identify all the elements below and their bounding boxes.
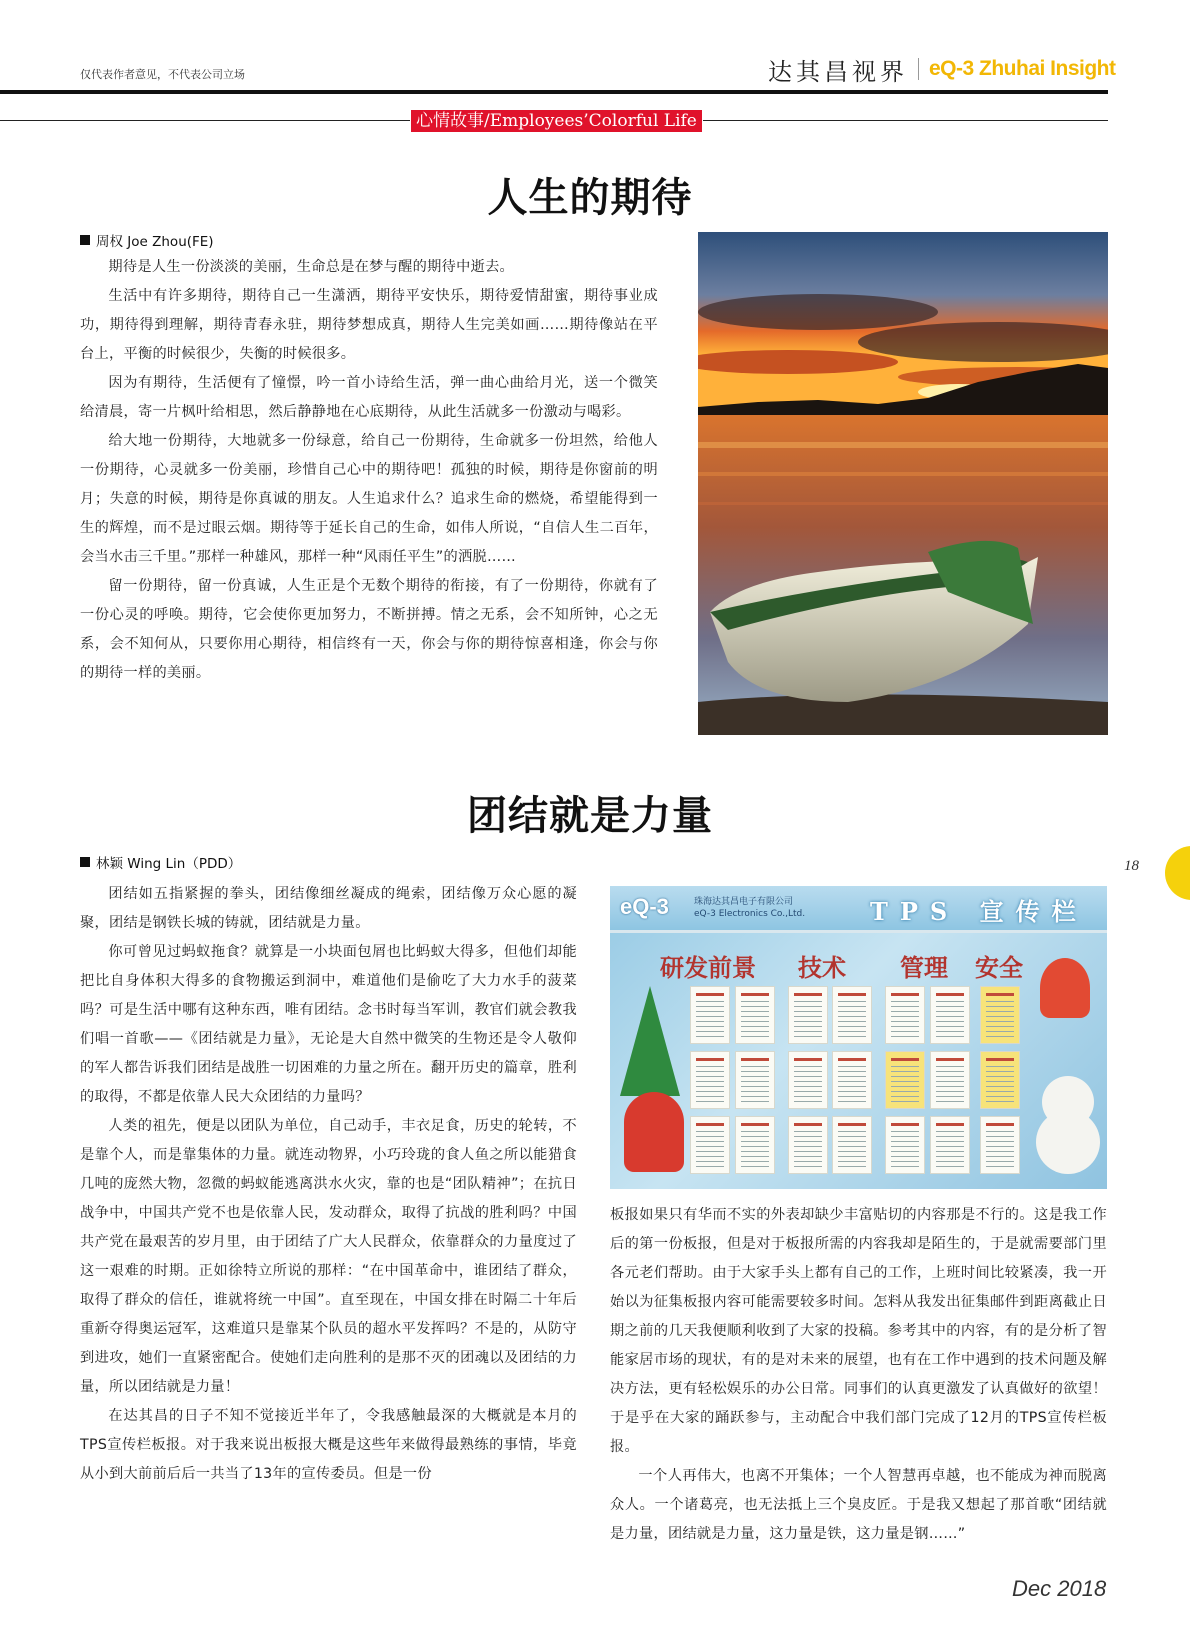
article2-body-left xyxy=(80,880,577,1489)
santa-decoration xyxy=(624,1092,684,1172)
board-logo: eQ-3 xyxy=(620,894,669,919)
board-sheet xyxy=(788,1116,828,1174)
board-sheet xyxy=(980,986,1020,1044)
article2-body-right xyxy=(610,1201,1107,1549)
article1-paragraph: 因为有期待，生活便有了憧憬，吟一首小诗给生活，弹一曲心曲给月光，送一个微笑给清晨，寄一片枫叶给相思，然后静静地在心底期待，从此生活就多一份激动与喝彩。 xyxy=(80,375,658,420)
article1-paragraph: 给大地一份期待，大地就多一份绿意，给自己一份期待，生命就多一份坦然，给他人一份期待，心灵就多一份美丽，珍惜自己心中的期待吧！孤独的时候，期待是你窗前的明月；失意的时候，期待是你真诚的朋友。人生追求什么？追求生命的燃烧，希望能得到一生的辉煌，而不是过眼云烟。期待等于延长自己的生命，如伟人所说，“自信人生二百年，会当水击三千里。”那样一种雄风，那样一种“风雨任平生”的洒脱…… xyxy=(80,433,658,565)
board-sheet xyxy=(980,1116,1020,1174)
board-sheet xyxy=(885,986,925,1044)
sunset-boat-photo xyxy=(698,232,1108,735)
article1-paragraph: 期待是人生一份淡淡的美丽，生命总是在梦与醒的期待中逝去。 xyxy=(108,259,515,275)
article1-paragraph: 生活中有许多期待，期待自己一生潇洒，期待平安快乐，期待爱情甜蜜，期待事业成功，期待得到理解，期待青春永驻，期待梦想成真，期待人生完美如画……期待像站在平台上，平衡的时候很少，失衡的时候很多。 xyxy=(80,288,658,362)
board-heading: 管理 xyxy=(900,953,948,982)
article1-body xyxy=(80,253,658,688)
board-sheet xyxy=(832,1116,872,1174)
board-sheet xyxy=(930,1051,970,1109)
article2-paragraph: 在达其昌的日子不知不觉接近半年了，令我感触最深的大概就是本月的TPS宣传栏板报。对于我来说出板报大概是这些年来做得最熟练的事情，毕竟从小到大前前后后一共当了13年的宣传委员。但是一份 xyxy=(80,1408,577,1482)
issue-date: Dec 2018 xyxy=(1012,1576,1107,1601)
board-sheet xyxy=(690,1051,730,1109)
brand-logo xyxy=(768,52,1116,86)
board-sheet xyxy=(832,986,872,1044)
board-sheet xyxy=(788,986,828,1044)
board-sheet xyxy=(885,1051,925,1109)
article2-byline xyxy=(80,852,241,872)
christmas-tree-decoration xyxy=(620,986,680,1096)
snowman-decoration xyxy=(1042,1076,1094,1128)
board-sheet xyxy=(832,1051,872,1109)
board-sheet xyxy=(735,1051,775,1109)
article1-author: 周权 Joe Zhou(FE) xyxy=(96,234,214,250)
disclaimer-text: 仅代表作者意见，不代表公司立场 xyxy=(80,68,245,81)
article2-paragraph: 你可曾见过蚂蚁拖食？就算是一小块面包屑也比蚂蚁大得多，但他们却能把比自身体积大得多的食物搬运到洞中，难道他们是偷吃了大力水手的菠菜吗？可是生活中哪有这种东西，唯有团结。念书时每当军训，教官们就会教我们唱一首歌——《团结就是力量》，无论是大自然中微笑的生物还是令人敬仰的军人都告诉我们团结是战胜一切困难的力量之所在。翻开历史的篇章，胜利的取得，不都是依靠人民大众团结的力量吗？ xyxy=(80,944,577,1105)
brand-divider xyxy=(918,58,919,80)
board-sheet xyxy=(930,986,970,1044)
board-heading: 技术 xyxy=(798,953,846,982)
brand-english-name: eQ-3 Zhuhai Insight xyxy=(929,57,1116,80)
page-marker-dot xyxy=(1165,846,1190,900)
brand-chinese-name: 达其昌视界 xyxy=(768,57,908,86)
board-sheet xyxy=(930,1116,970,1174)
article2-paragraph: 人类的祖先，便是以团队为单位，自己动手，丰衣足食，历史的轮转，不是靠个人，而是靠集体的力量。就连动物界，小巧玲珑的食人鱼之所以能猎食几吨的庞然大物，忽微的蚂蚁能逃离洪水火灾，靠的也是“团队精神”；在抗日战争中，中国共产党不也是依靠人民，发动群众，取得了抗战的胜利吗？中国共产党在最艰苦的岁月里，由于团结了广大人民群众，依靠群众的力量度过了这一艰难的时期。正如徐特立所说的那样：“在中国革命中，谁团结了群众，取得了群众的信任，谁就将统一中国”。直至现在，中国女排在时隔二十年后重新夺得奥运冠军，这难道只是靠某个队员的超水平发挥吗？不是的，从防守到进攻，她们一直紧密配合。使她们走向胜利的是那不灭的团魂以及团结的力量，所以团结就是力量！ xyxy=(80,1118,577,1395)
board-heading: 研发前景 xyxy=(660,953,756,982)
article2-paragraph: 一个人再伟大，也离不开集体；一个人智慧再卓越，也不能成为神而脱离众人。一个诸葛亮，也无法抵上三个臭皮匠。于是我又想起了那首歌“团结就是力量，团结就是力量，这力量是铁，这力量是钢……” xyxy=(610,1468,1107,1542)
article1-title: 人生的期待 xyxy=(487,174,693,221)
board-title: TPS 宣传栏 xyxy=(870,897,1088,926)
board-company-en: eQ-3 Electronics Co.,Ltd. xyxy=(694,909,806,919)
board-sheet xyxy=(885,1116,925,1174)
board-sheet xyxy=(788,1051,828,1109)
board-heading: 安全 xyxy=(975,953,1023,982)
board-company-cn: 珠海达其昌电子有限公司 xyxy=(694,897,794,907)
square-bullet-icon xyxy=(80,235,90,245)
board-company xyxy=(694,896,805,920)
header-rule-thick xyxy=(0,90,1108,94)
article2-paragraph: 团结如五指紧握的拳头，团结像细丝凝成的绳索，团结像万众心愿的凝聚，团结是钢铁长城的铸就，团结就是力量。 xyxy=(80,886,577,931)
article2-title: 团结就是力量 xyxy=(467,792,713,839)
article2-author: 林颖 Wing Lin（PDD） xyxy=(96,856,242,872)
tps-notice-board-photo xyxy=(610,886,1107,1189)
board-sheet xyxy=(735,986,775,1044)
article1-paragraph: 留一份期待，留一份真诚，人生正是个无数个期待的衔接，有了一份期待，你就有了一份心灵的呼唤。期待，它会使你更加努力，不断拼搏。情之无系，会不知所钟，心之无系，会不知何从，只要你用心期待，相信终有一天，你会与你的期待惊喜相逢，你会与你的期待一样的美丽。 xyxy=(80,578,658,681)
article2-paragraph: 板报如果只有华而不实的外表却缺少丰富贴切的内容那是不行的。这是我工作后的第一份板报，但是对于板报所需的内容我却是陌生的，于是就需要部门里各元老们帮助。由于大家手头上都有自己的工作，上班时间比较紧凑，我一开始以为征集板报内容可能需要较多时间。怎料从我发出征集邮件到距离截止日期之前的几天我便顺利收到了大家的投稿。参考其中的内容，有的是分析了智能家居市场的现状，有的是对未来的展望，也有在工作中遇到的技术问题及解决方法，更有轻松娱乐的办公日常。同事们的认真更激发了认真做好的欲望！于是乎在大家的踊跃参与，主动配合中我们部门完成了12月的TPS宣传栏板报。 xyxy=(610,1207,1107,1455)
board-sheet xyxy=(690,1116,730,1174)
section-tag: 心情故事/Employees’Colorful Life xyxy=(410,109,703,133)
article1-byline xyxy=(80,230,214,250)
square-bullet-icon xyxy=(80,857,90,867)
cartoon-figure-decoration xyxy=(1040,958,1090,1018)
board-sheet xyxy=(690,986,730,1044)
board-sheet xyxy=(735,1116,775,1174)
board-header xyxy=(610,886,1107,933)
page-number: 18 xyxy=(1124,858,1139,874)
board-sheet xyxy=(980,1051,1020,1109)
